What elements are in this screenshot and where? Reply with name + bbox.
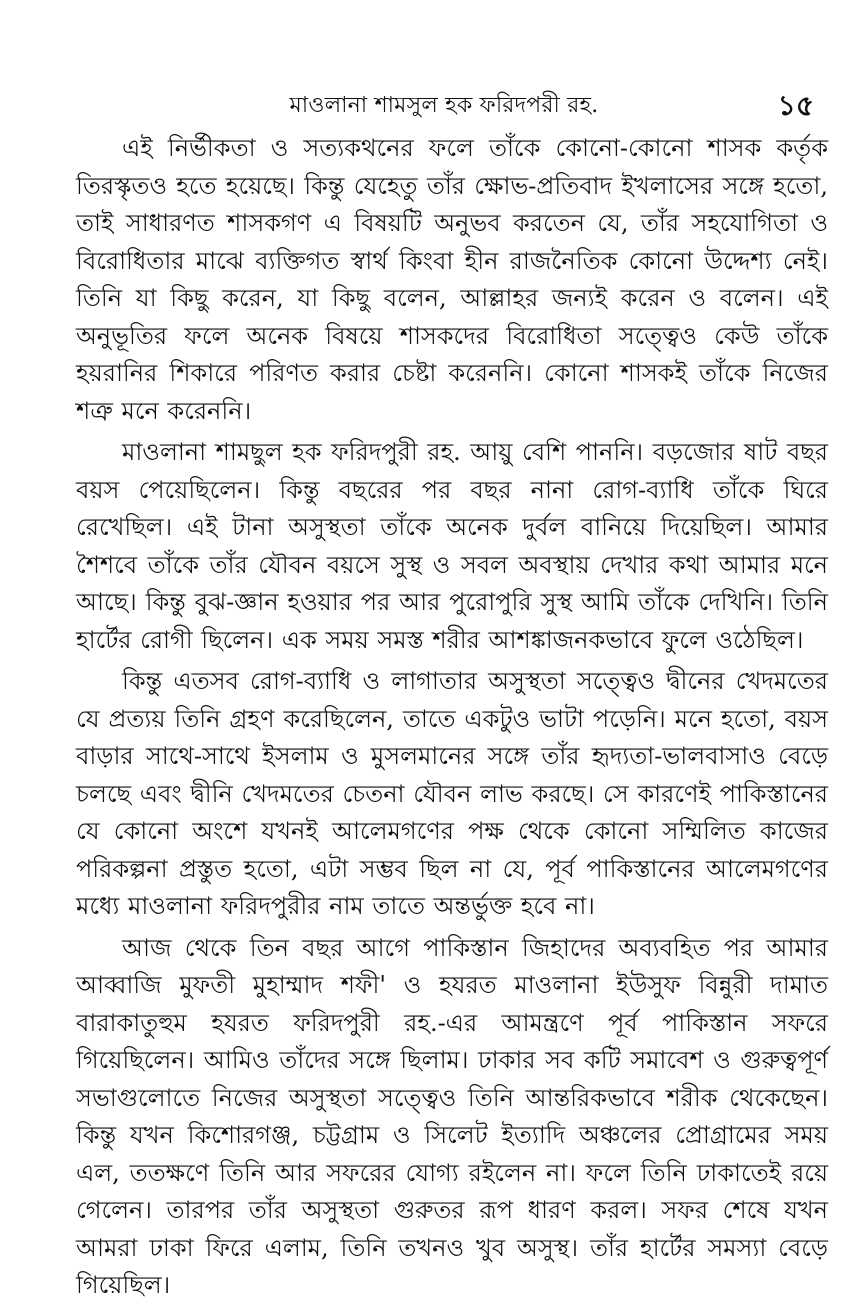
paragraph-3: কিন্তু এতসব রোগ-ব্যাধি ও লাগাতার অসুস্থতা সত্ত্বেও দ্বীনের খেদমতের যে প্রত্যয় তিনি গ্রহণ করেছিলেন, তাতে একটুও ভাটা পড়েনি। মনে হতো, বয়স বাড়ার সাথে-সাথে ইসলাম ও মুসলমানের সঙ্গে তাঁর হৃদ্যতা-ভালবাসাও বেড়ে চলছে এবং দ্বীনি খেদমতের চেতনা যৌবন লাভ করছে। সে কারণেই পাকিস্তানের যে কোনো অংশে যখনই আলেমগণের পক্ষ থেকে কোনো সম্মিলিত কাজের পরিকল্পনা প্রস্তুত হতো, এটা সম্ভব ছিল না যে, পূর্ব পাকিস্তানের আলেমগণের মধ্যে মাওলানা ফরিদপুরীর নাম তাতে অন্তর্ভুক্ত হবে না। — [76, 667, 828, 920]
paragraph-1: এই নির্ভীকতা ও সত্যকথনের ফলে তাঁকে কোনো-কোনো শাসক কর্তৃক তিরস্কৃতও হতে হয়েছে। কিন্তু যেহেতু তাঁর ক্ষোভ-প্রতিবাদ ইখলাসের সঙ্গে হতো, তাই সাধারণত শাসকগণ এ বিষয়টি অনুভব করতেন যে, তাঁর সহযোগিতা ও বিরোধিতার মাঝে ব্যক্তিগত স্বার্থ কিংবা হীন রাজনৈতিক কোনো উদ্দেশ্য নেই। তিনি যা কিছু করেন, যা কিছু বলেন, আল্লাহর জন্যই করেন ও বলেন। এই অনুভূতির ফলে অনেক বিষয়ে শাসকদের বিরোধিতা সত্ত্বেও কেউ তাঁকে হয়রানির শিকারে পরিণত করার চেষ্টা করেননি। কোনো শাসকই তাঁকে নিজের শত্রু মনে করেননি। — [76, 134, 828, 425]
body-text — [76, 130, 828, 1309]
paragraph-4: আজ থেকে তিন বছর আগে পাকিস্তান জিহাদের অব্যবহিত পর আমার আব্বাজি মুফতী মুহাম্মাদ শফী' ও হযরত মাওলানা ইউসুফ বিন্নুরী দামাত বারাকাতুহুম হযরত ফরিদপুরী রহ.-এর আমন্ত্রণে পূর্ব পাকিস্তান সফরে গিয়েছিলেন। আমিও তাঁদের সঙ্গে ছিলাম। ঢাকার সব কটি সমাবেশ ও গুরুত্বপূর্ণ সভাগুলোতে নিজের অসুস্থতা সত্ত্বেও তিনি আন্তরিকভাবে শরীক থেকেছেন। কিন্তু যখন কিশোরগঞ্জ, চট্টগ্রাম ও সিলেট ইত্যাদি অঞ্চলের প্রোগ্রামের সময় এল, ততক্ষণে তিনি আর সফরের যোগ্য রইলেন না। ফলে তিনি ঢাকাতেই রয়ে গেলেন। তারপর তাঁর অসুস্থতা গুরুতর রূপ ধারণ করল। সফর শেষে যখন আমরা ঢাকা ফিরে এলাম, তিনি তখনও খুব অসুস্থ। তাঁর হার্টের সমস্যা বেড়ে গিয়েছিল। — [76, 933, 828, 1299]
paragraph-2: মাওলানা শামছুল হক ফরিদপুরী রহ. আয়ু বেশি পাননি। বড়জোর ষাট বছর বয়স পেয়েছিলেন। কিন্তু বছরের পর বছর নানা রোগ-ব্যাধি তাঁকে ঘিরে রেখেছিল। এই টানা অসুস্থতা তাঁকে অনেক দুর্বল বানিয়ে দিয়েছিল। আমার শৈশবে তাঁকে তাঁর যৌবন বয়সে সুস্থ ও সবল অবস্থায় দেখার কথা আমার মনে আছে। কিন্তু বুঝ-জ্ঞান হওয়ার পর আর পুরোপুরি সুস্থ আমি তাঁকে দেখিনি। তিনি হার্টের রোগী ছিলেন। এক সময় সমস্ত শরীর আশঙ্কাজনকভাবে ফুলে ওঠেছিল। — [76, 438, 828, 654]
running-header — [60, 88, 828, 124]
page-number: ১৫ — [777, 89, 814, 122]
running-title: মাওলানা শামসুল হক ফরিদপরী রহ. — [289, 93, 599, 118]
